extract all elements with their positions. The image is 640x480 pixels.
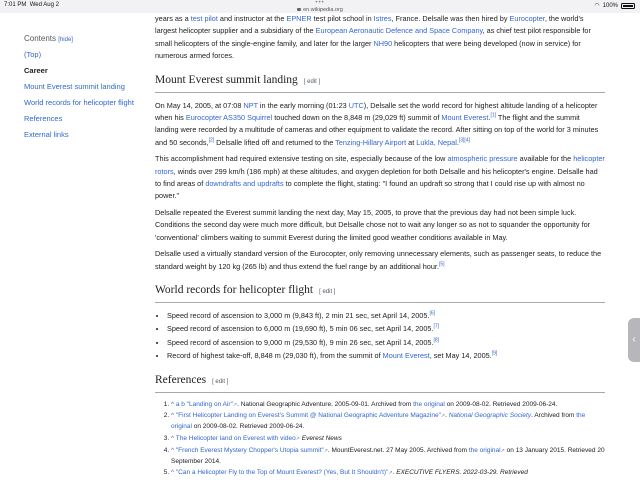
battery-icon <box>621 3 635 9</box>
list-item: • Record of highest take-off, 8,848 m (29,030 ft), from the summit of Mount Everest, set May 14, 2005.[9] <box>167 350 605 362</box>
toc-item-world-records[interactable]: World records for helicopter flight <box>24 98 134 107</box>
ref-title-link[interactable]: "Landing on Air" <box>186 400 233 408</box>
link-as350[interactable]: Eurocopter AS350 Squirrel <box>185 113 273 123</box>
toc-item-career[interactable]: Career <box>24 66 48 75</box>
cite-7[interactable]: [7] <box>433 323 440 330</box>
status-right <box>594 2 635 9</box>
link-npt[interactable]: NPT <box>243 100 258 110</box>
cite-2[interactable]: [2] <box>208 137 215 144</box>
ref-backlink[interactable]: ^ a b <box>171 400 185 408</box>
external-link-icon: ↗ <box>388 470 393 477</box>
toc-hide-link[interactable]: [hide] <box>58 37 73 43</box>
toc-item-top[interactable]: (Top) <box>24 50 42 59</box>
status-bar <box>0 0 640 13</box>
heading-everest-landing: Mount Everest summit landing [ edit ] <box>155 73 605 93</box>
list-item: 5. ^ "Can a Helicopter Fly to the Top of Mount Everest? (Yes, But It Shouldn't)"↗. EXECUTIVE FLYERS. 2022-03-29. Retrieved <box>171 468 605 479</box>
status-time: 7:01 PM Wed Aug 2 <box>4 2 59 8</box>
everest-paragraph-3: Delsalle repeated the Everest summit landing the next day, May 15, 2005, to prove that the previous day had not been simple luck. Conditions the second day were much more difficult, but Delsalle chose not to wait any longer so as not to squander the opportunity for 'conventional' climbers waiting to summit Everest during the limited good weather conditions available in May. <box>155 207 591 242</box>
cite-1[interactable]: [1] <box>490 112 497 119</box>
everest-paragraph-4: Delsalle used a virtually standard version of the Eurocopter, only removing unnecessary elements, such as passenger seats, to reduce the standard weight by 120 kg (265 lb) and thus extend the fuel range by an additional hour.[5] <box>155 249 602 271</box>
external-link-icon: ↗ <box>232 401 238 408</box>
heading-references: References [ edit ] <box>155 373 605 393</box>
records-list <box>167 310 605 363</box>
url-bar[interactable]: en.wikipedia.org <box>0 7 640 13</box>
link-mount-everest[interactable]: Mount Everest <box>441 113 489 123</box>
toc-heading: Contents [hide] <box>24 34 73 43</box>
lock-icon <box>297 8 301 11</box>
wifi-icon: ◠ <box>594 3 600 9</box>
link-tenzing-hillary[interactable]: Tenzing-Hillary Airport <box>335 137 407 147</box>
ref-backlink[interactable]: ^ <box>171 469 175 477</box>
ref-original-link[interactable]: the original <box>413 400 445 408</box>
external-link-icon: ↗ <box>440 413 446 420</box>
link-mount-everest-2[interactable]: Mount Everest <box>382 351 430 361</box>
external-link-icon: ↗ <box>295 435 300 442</box>
heading-world-records: World records for helicopter flight [ edit ] <box>155 283 605 303</box>
ref-original-link[interactable]: the original <box>171 412 586 431</box>
link-test-pilot[interactable]: test pilot <box>190 14 218 23</box>
external-link-icon: ↗ <box>500 447 505 454</box>
battery-percent: 100% <box>602 2 618 9</box>
ref-title-link[interactable]: "First Helicopter Landing on Everest's Summit @ National Geographic Adventure Magazine" <box>175 412 441 420</box>
link-lukla[interactable]: Lukla, Nepal <box>416 137 457 147</box>
table-of-contents <box>24 34 139 146</box>
ref-original-link[interactable]: the original <box>468 446 501 454</box>
cite-5[interactable]: [5] <box>438 261 445 268</box>
edit-references-link[interactable]: [ edit ] <box>212 378 229 385</box>
link-downdrafts[interactable]: downdrafts and updrafts <box>205 179 284 189</box>
edit-records-link[interactable]: [ edit ] <box>319 288 336 295</box>
list-item: 2. ^ "First Helicopter Landing on Everest's Summit @ National Geographic Adventure Magazine"↗. National Geographic Society. Archived from the original on 2009-08-02. Retrieved 2009-06-24. <box>171 411 605 433</box>
cite-9[interactable]: [9] <box>491 350 498 357</box>
cite-3-4[interactable]: [3][4] <box>458 137 470 144</box>
list-item: 4. ^ "French Everest Mystery Chopper's Utopia summit"↗. MountEverest.net. 27 May 2005. Archived from the original↗ on 13 January 2015. Retrieved 20 September 2014. <box>171 446 605 468</box>
link-atmospheric-pressure[interactable]: atmospheric pressure <box>447 154 518 164</box>
external-link-icon: ↗ <box>323 447 328 454</box>
article-content <box>155 13 605 480</box>
link-helicopter-rotors[interactable]: helicopter rotors <box>155 154 605 176</box>
everest-paragraph-1: On May 14, 2005, at 07:08 NPT in the early morning (01:23 UTC), Delsalle set the world record for highest altitude landing of a helicopter when his Eurocopter AS350 Squirrel touched down on the 8,848 m (29,029 ft) summit of Mount Everest.[1] The flight and the summit landing were recorded by a multitude of cameras and other equipment to validate the record. After sitting on top of the world for 3 minutes and 50 seconds,[2] Delsalle lifted off and returned to the Tenzing-Hillary Airport at Lukla, Nepal.[3][4] <box>155 100 599 147</box>
list-item: 1. ^ a b "Landing on Air"↗. National Geographic Adventure. 2005-09-01. Archived from the original on 2009-08-02. Retrieved 2009-06-24. <box>171 400 605 411</box>
toc-item-references[interactable]: References <box>24 114 63 123</box>
ref-title-link[interactable]: The Helicopter land on Everest with video <box>175 434 296 442</box>
link-istres[interactable]: Istres <box>373 14 392 23</box>
references-list <box>171 400 605 480</box>
career-paragraph: years as a test pilot and instructor at the EPNER test pilot school in Istres, France. Delsalle was then hired by Eurocopter, the world's largest helicopter supplier and a subsidiary of the European Aeronautic Defence and Space Company, as chief test pilot responsible for small helicopters of the single-engine family, and later for the larger NH90 helicopters that were being developed (now in service) for numerous armed forces. <box>155 14 591 61</box>
cite-8[interactable]: [8] <box>433 337 440 344</box>
everest-paragraph-2: This accomplishment had required extensive testing on site, especially because of the low atmospheric pressure available for the helicopter rotors, winds over 299 km/h (186 mph) at these altitudes, and oxygen depletion for both Delsalle and his helicopter's engine. Delsalle had to find areas of downdrafts and updrafts to complete the flight, stating: "I found an updraft so strong that I could rise up with almost no power." <box>155 154 605 201</box>
list-item: 3. ^ The Helicopter land on Everest with video↗ Everest News <box>171 434 605 445</box>
link-utc[interactable]: UTC <box>348 100 364 110</box>
list-item: • Speed record of ascension to 9,000 m (29,530 ft), 9 min 26 sec, set April 14, 2005.[8] <box>167 337 605 349</box>
ref-publisher-link[interactable]: National Geographic Society <box>448 412 532 420</box>
ref-backlink[interactable]: ^ <box>171 434 175 442</box>
link-eads[interactable]: European Aeronautic Defence and Space Company <box>315 26 483 36</box>
list-item: • Speed record of ascension to 3,000 m (9,843 ft), 2 min 21 sec, set April 14, 2005.[6] <box>167 310 605 322</box>
link-nh90[interactable]: NH90 <box>373 38 393 48</box>
ref-backlink[interactable]: ^ <box>171 446 175 454</box>
list-item: • Speed record of ascension to 6,000 m (19,690 ft), 5 min 06 sec, set April 14, 2005.[7] <box>167 323 605 335</box>
tab-overview-dots[interactable]: ••• <box>315 0 325 6</box>
ref-title-link[interactable]: "French Everest Mystery Chopper's Utopia summit" <box>175 446 324 454</box>
edit-everest-link[interactable]: [ edit ] <box>303 78 321 85</box>
cite-6[interactable]: [6] <box>429 310 435 317</box>
toc-item-everest-landing[interactable]: Mount Everest summit landing <box>24 82 125 91</box>
ref-title-link[interactable]: "Can a Helicopter Fly to the Top of Mount Everest? (Yes, But It Shouldn't)" <box>175 469 389 477</box>
link-eurocopter[interactable]: Eurocopter <box>509 14 545 23</box>
toc-item-external-links[interactable]: External links <box>24 130 69 139</box>
ref-backlink[interactable]: ^ <box>171 412 175 420</box>
side-panel-handle[interactable]: ‹ <box>628 318 640 362</box>
link-epner[interactable]: EPNER <box>286 14 312 23</box>
